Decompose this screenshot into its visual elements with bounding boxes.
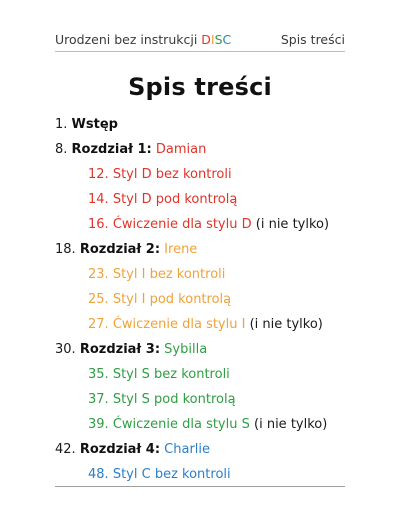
toc-chapter-3[interactable]: [55, 337, 345, 362]
disc-letter-d: D: [201, 31, 211, 47]
toc-page-number: 35.: [88, 367, 109, 382]
toc-chapter-4[interactable]: [55, 437, 345, 462]
page-header: [55, 29, 345, 52]
toc-subentry[interactable]: [55, 312, 345, 337]
toc-page-number: 30.: [55, 342, 76, 357]
toc-chapter-name: Irene: [164, 242, 198, 257]
toc-entry-intro[interactable]: [55, 112, 345, 137]
toc-page-number: 39.: [88, 417, 109, 432]
header-section: Spis treści: [280, 31, 345, 47]
disc-letter-c: C: [222, 31, 232, 47]
toc-page-number: 27.: [88, 317, 109, 332]
toc-subentry-text: Ćwiczenie dla stylu I: [112, 317, 246, 332]
toc-page-number: 18.: [55, 242, 76, 257]
toc-chapter-label: Rozdział 4:: [79, 442, 161, 457]
toc-chapter-name: Damian: [155, 142, 207, 157]
toc-chapter-name: Charlie: [164, 442, 211, 457]
toc-page-number: 48.: [88, 467, 109, 482]
toc-subentry-suffix: (i nie tylko): [254, 417, 328, 432]
toc-page-number: 16.: [88, 217, 109, 232]
toc-subentry[interactable]: [55, 362, 345, 387]
page-title: Spis treści: [128, 73, 272, 101]
toc-subentry[interactable]: [55, 162, 345, 187]
toc-entry-label: Wstęp: [71, 117, 118, 132]
book-title-prefix: Urodzeni bez instrukcji: [55, 31, 202, 47]
toc-subentry-text: Styl S bez kontroli: [112, 367, 230, 382]
toc-chapter-name: Sybilla: [164, 342, 208, 357]
toc-subentry[interactable]: [55, 412, 345, 437]
toc-subentry[interactable]: [55, 187, 345, 212]
toc-subentry-suffix: (i nie tylko): [249, 317, 323, 332]
toc-subentry-suffix: (i nie tylko): [255, 217, 330, 232]
toc-page-number: 23.: [88, 267, 109, 282]
footer-divider: [55, 486, 345, 487]
toc-subentry[interactable]: [55, 262, 345, 287]
toc-subentry-text: Styl I bez kontroli: [112, 267, 226, 282]
toc-subentry-text: Styl C bez kontroli: [112, 467, 231, 482]
toc-subentry-text: Ćwiczenie dla stylu S: [112, 417, 250, 432]
table-of-contents: [55, 112, 345, 487]
toc-page-number: 25.: [88, 292, 109, 307]
toc-chapter-label: Rozdział 2:: [79, 242, 161, 257]
toc-subentry-text: Styl S pod kontrolą: [112, 392, 236, 407]
toc-page-number: 42.: [55, 442, 76, 457]
toc-subentry[interactable]: [55, 462, 345, 487]
toc-subentry[interactable]: [55, 387, 345, 412]
toc-chapter-1[interactable]: [55, 137, 345, 162]
toc-subentry[interactable]: [55, 212, 345, 237]
toc-subentry-text: Ćwiczenie dla stylu D: [112, 217, 252, 232]
toc-subentry-text: Styl D bez kontroli: [112, 167, 232, 182]
toc-chapter-label: Rozdział 3:: [79, 342, 161, 357]
toc-chapter-2[interactable]: [55, 237, 345, 262]
disc-letter-i: I: [210, 31, 215, 47]
toc-chapter-label: Rozdział 1:: [71, 142, 152, 157]
disc-letter-s: S: [214, 31, 223, 47]
toc-page-number: 8.: [55, 142, 68, 157]
toc-page-number: 14.: [88, 192, 109, 207]
toc-subentry[interactable]: [55, 287, 345, 312]
toc-page-number: 37.: [88, 392, 109, 407]
toc-subentry-text: Styl I pod kontrolą: [112, 292, 232, 307]
toc-page-number: 12.: [88, 167, 109, 182]
toc-page-number: 1.: [55, 117, 68, 132]
book-title: [55, 32, 231, 47]
toc-subentry-text: Styl D pod kontrolą: [112, 192, 238, 207]
